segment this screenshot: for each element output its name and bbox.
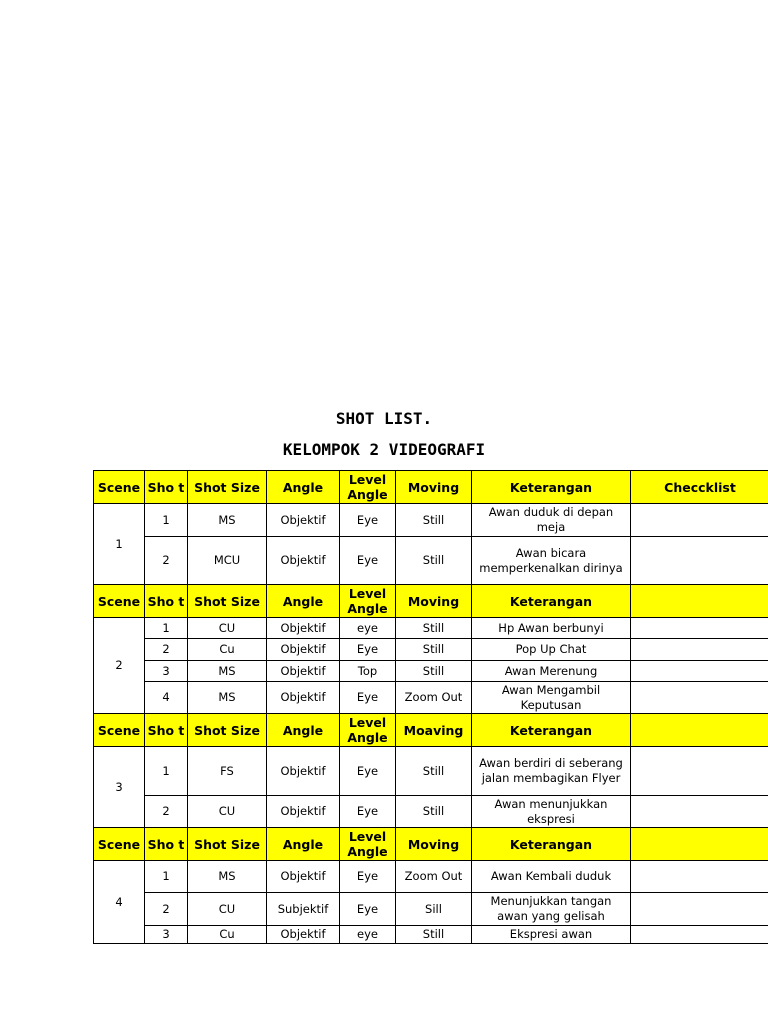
angle-cell: Objektif	[267, 747, 340, 796]
angle-cell: Objektif	[267, 618, 340, 639]
shot-cell: 2	[145, 639, 188, 661]
level-angle-cell: Eye	[340, 537, 396, 585]
header-level-angle: Level Angle	[340, 828, 396, 861]
header-moving: Moving	[396, 585, 472, 618]
moving-cell: Still	[396, 639, 472, 661]
table-row	[94, 618, 768, 639]
shot-size-cell: MS	[188, 861, 267, 893]
header-moving: Moaving	[396, 714, 472, 747]
table-row	[94, 926, 768, 944]
checklist-cell	[631, 537, 768, 585]
moving-cell: Still	[396, 504, 472, 537]
shot-size-cell: FS	[188, 747, 267, 796]
keterangan-cell: Awan Merenung	[472, 661, 631, 682]
keterangan-cell: Menunjukkan tangan awan yang gelisah	[472, 893, 631, 926]
angle-cell: Objektif	[267, 796, 340, 828]
moving-cell: Still	[396, 796, 472, 828]
scene-cell: 4	[94, 861, 145, 944]
angle-cell: Objektif	[267, 639, 340, 661]
shot-size-cell: Cu	[188, 639, 267, 661]
keterangan-cell: Awan duduk di depan meja	[472, 504, 631, 537]
checklist-cell	[631, 796, 768, 828]
level-angle-cell: Eye	[340, 796, 396, 828]
header-shot: Sho t	[145, 471, 188, 504]
header-shot-size: Shot Size	[188, 714, 267, 747]
shot-size-cell: MS	[188, 682, 267, 714]
header-row	[94, 471, 768, 504]
angle-cell: Objektif	[267, 861, 340, 893]
keterangan-cell: Pop Up Chat	[472, 639, 631, 661]
keterangan-cell: Awan bicara memperkenalkan dirinya	[472, 537, 631, 585]
header-checklist: Checcklist	[631, 471, 768, 504]
scene-cell: 2	[94, 618, 145, 714]
moving-cell: Still	[396, 747, 472, 796]
shot-size-cell: MS	[188, 504, 267, 537]
angle-cell: Objektif	[267, 537, 340, 585]
table-row	[94, 861, 768, 893]
level-angle-cell: Eye	[340, 893, 396, 926]
checklist-cell	[631, 926, 768, 944]
table-row	[94, 537, 768, 585]
header-scene: Scene	[94, 828, 145, 861]
keterangan-cell: Awan Kembali duduk	[472, 861, 631, 893]
header-moving: Moving	[396, 828, 472, 861]
level-angle-cell: Eye	[340, 504, 396, 537]
shot-cell: 2	[145, 796, 188, 828]
keterangan-cell: Ekspresi awan	[472, 926, 631, 944]
table-row	[94, 747, 768, 796]
table-row	[94, 682, 768, 714]
moving-cell: Sill	[396, 893, 472, 926]
header-angle: Angle	[267, 828, 340, 861]
shot-size-cell: CU	[188, 893, 267, 926]
keterangan-cell: Awan menunjukkan ekspresi	[472, 796, 631, 828]
header-row	[94, 585, 768, 618]
shot-cell: 1	[145, 504, 188, 537]
shot-size-cell: MS	[188, 661, 267, 682]
table-row	[94, 893, 768, 926]
checklist-cell	[631, 504, 768, 537]
angle-cell: Objektif	[267, 661, 340, 682]
header-level-angle: Level Angle	[340, 471, 396, 504]
moving-cell: Zoom Out	[396, 682, 472, 714]
header-shot-size: Shot Size	[188, 585, 267, 618]
level-angle-cell: eye	[340, 926, 396, 944]
angle-cell: Objektif	[267, 926, 340, 944]
header-scene: Scene	[94, 471, 145, 504]
shot-cell: 4	[145, 682, 188, 714]
keterangan-cell: Awan berdiri di seberang jalan membagikan Flyer	[472, 747, 631, 796]
level-angle-cell: Eye	[340, 747, 396, 796]
table-row	[94, 796, 768, 828]
angle-cell: Objektif	[267, 504, 340, 537]
checklist-cell	[631, 861, 768, 893]
header-shot: Sho t	[145, 585, 188, 618]
level-angle-cell: Top	[340, 661, 396, 682]
shot-size-cell: CU	[188, 618, 267, 639]
page-subtitle: KELOMPOK 2 VIDEOGRAFI	[282, 440, 486, 459]
angle-cell: Subjektif	[267, 893, 340, 926]
checklist-cell	[631, 747, 768, 796]
header-moving: Moving	[396, 471, 472, 504]
angle-cell: Objektif	[267, 682, 340, 714]
level-angle-cell: Eye	[340, 682, 396, 714]
shot-cell: 1	[145, 618, 188, 639]
page-title: SHOT LIST.	[335, 409, 433, 428]
checklist-cell	[631, 893, 768, 926]
header-keterangan: Keterangan	[472, 585, 631, 618]
header-checklist	[631, 714, 768, 747]
header-scene: Scene	[94, 585, 145, 618]
header-keterangan: Keterangan	[472, 828, 631, 861]
header-checklist	[631, 828, 768, 861]
header-angle: Angle	[267, 471, 340, 504]
shot-size-cell: MCU	[188, 537, 267, 585]
level-angle-cell: Eye	[340, 861, 396, 893]
header-shot-size: Shot Size	[188, 828, 267, 861]
table-row	[94, 504, 768, 537]
moving-cell: Zoom Out	[396, 861, 472, 893]
header-row	[94, 714, 768, 747]
header-shot-size: Shot Size	[188, 471, 267, 504]
moving-cell: Still	[396, 926, 472, 944]
table-row	[94, 661, 768, 682]
header-angle: Angle	[267, 714, 340, 747]
shot-cell: 1	[145, 861, 188, 893]
shot-cell: 2	[145, 893, 188, 926]
header-shot: Sho t	[145, 828, 188, 861]
checklist-cell	[631, 661, 768, 682]
shot-size-cell: CU	[188, 796, 267, 828]
shot-size-cell: Cu	[188, 926, 267, 944]
level-angle-cell: Eye	[340, 639, 396, 661]
header-shot: Sho t	[145, 714, 188, 747]
header-row	[94, 828, 768, 861]
shot-cell: 3	[145, 661, 188, 682]
keterangan-cell: Hp Awan berbunyi	[472, 618, 631, 639]
scene-cell: 1	[94, 504, 145, 585]
shot-cell: 3	[145, 926, 188, 944]
checklist-cell	[631, 682, 768, 714]
checklist-cell	[631, 618, 768, 639]
moving-cell: Still	[396, 618, 472, 639]
keterangan-cell: Awan Mengambil Keputusan	[472, 682, 631, 714]
header-keterangan: Keterangan	[472, 471, 631, 504]
table-row	[94, 639, 768, 661]
level-angle-cell: eye	[340, 618, 396, 639]
header-keterangan: Keterangan	[472, 714, 631, 747]
scene-cell: 3	[94, 747, 145, 828]
moving-cell: Still	[396, 661, 472, 682]
header-level-angle: Level Angle	[340, 585, 396, 618]
moving-cell: Still	[396, 537, 472, 585]
header-angle: Angle	[267, 585, 340, 618]
shot-cell: 1	[145, 747, 188, 796]
header-checklist	[631, 585, 768, 618]
shot-list-table	[93, 470, 768, 944]
shot-cell: 2	[145, 537, 188, 585]
header-scene: Scene	[94, 714, 145, 747]
header-level-angle: Level Angle	[340, 714, 396, 747]
checklist-cell	[631, 639, 768, 661]
